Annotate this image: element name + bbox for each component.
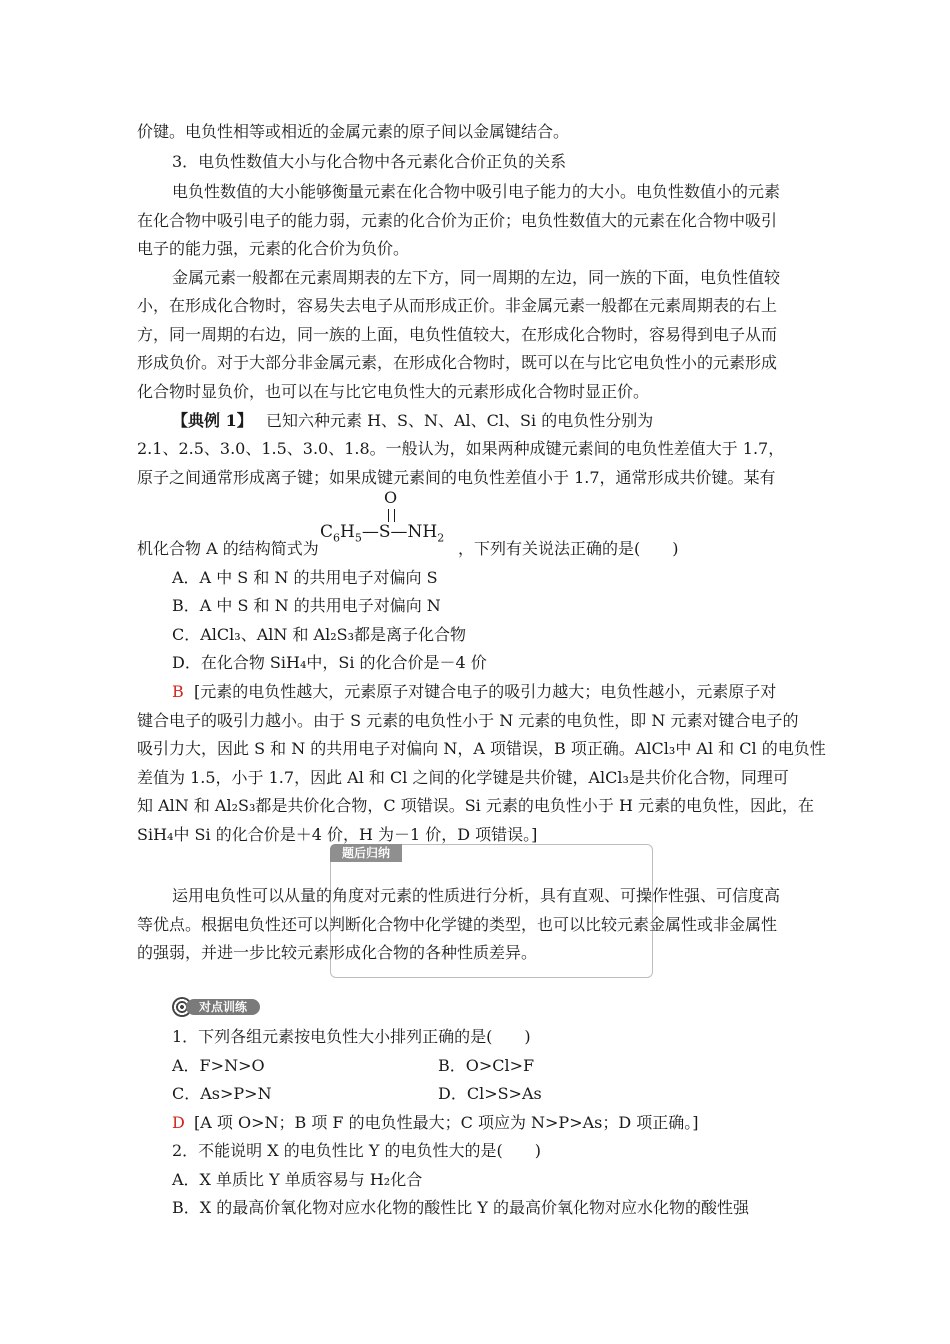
paragraph-line: 价键。电负性相等或相近的金属元素的原子间以金属键结合。	[137, 122, 570, 141]
structural-formula	[320, 488, 470, 560]
section-heading: 3．电负性数值大小与化合物中各元素化合价正负的关系	[172, 152, 567, 171]
q1-option-b: B．O>Cl>F	[438, 1056, 535, 1075]
formula-main: $C_6H_5—S—NH_2$	[320, 522, 445, 545]
q2-option-a: A．X 单质比 Y 单质容易与 H₂化合	[172, 1170, 423, 1189]
explanation-line: 键合电子的吸引力越小。由于 S 元素的电负性小于 N 元素的电负性，即 N 元素对键合电子的	[137, 711, 799, 730]
example-label: 【典例 1】	[172, 411, 253, 430]
question-2: 2．不能说明 X 的电负性比 Y 的电负性大的是( )	[172, 1141, 541, 1160]
paragraph-line: 电子的能力强，元素的化合价为负价。	[137, 239, 410, 258]
example-line: 已知六种元素 H、S、N、Al、Cl、Si 的电负性分别为	[266, 411, 654, 430]
explanation-line: 知 AlN 和 Al₂S₃都是共价化合物，C 项错误。Si 元素的电负性小于 H 元素的电负性，因此，在	[137, 796, 815, 815]
summary-line: 运用电负性可以从量的角度对元素的性质进行分析，具有直观、可操作性强、可信度高	[172, 886, 781, 905]
paragraph-line: 金属元素一般都在元素周期表的左下方，同一周期的左边，同一族的下面，电负性值较	[172, 268, 781, 287]
q1-option-c: C．As>P>N	[172, 1084, 272, 1103]
paragraph-line: 在化合物中吸引电子的能力弱，元素的化合价为正价；电负性数值大的元素在化合物中吸引	[137, 211, 778, 230]
paragraph-line: 小，在形成化合物时，容易失去电子从而形成正价。非金属元素一般都在元素周期表的右上	[137, 296, 778, 315]
q1-explanation: [A 项 O>N；B 项 F 的电负性最大；C 项应为 N>P>As；D 项正确。]	[194, 1113, 699, 1132]
example-line: 2.1、2.5、3.0、1.5、3.0、1.8。一般认为，如果两种成键元素间的电负性差值大于 1.7，	[137, 439, 785, 458]
paragraph-line: 电负性数值的大小能够衡量元素在化合物中吸引电子能力的大小。电负性数值小的元素	[172, 182, 781, 201]
paragraph-line: 形成负价。对于大部分非金属元素，在形成化合物时，既可以在与比它电负性小的元素形成	[137, 353, 778, 372]
option-d: D．在化合物 SiH₄中，Si 的化合价是－4 价	[172, 653, 487, 672]
example-line: ，下列有关说法正确的是( )	[458, 539, 679, 558]
q1-answer-letter: D	[172, 1113, 185, 1132]
explanation-line: 吸引力大，因此 S 和 N 的共用电子对偏向 N，A 项错误，B 项正确。AlCl₃中 Al 和 Cl 的电负性	[137, 739, 826, 758]
summary-tab: 题后归纳	[330, 844, 402, 862]
explanation-line: 差值为 1.5，小于 1.7，因此 Al 和 Cl 之间的化学键是共价键，AlCl₃是共价化合物，同理可	[137, 768, 789, 787]
question-1: 1．下列各组元素按电负性大小排列正确的是( )	[172, 1027, 531, 1046]
option-a: A．A 中 S 和 N 的共用电子对偏向 S	[172, 568, 438, 587]
q1-option-d: D．Cl>S>As	[438, 1084, 542, 1103]
formula-oxygen: O	[384, 488, 398, 507]
example-line: 原子之间通常形成离子键；如果成键元素间的电负性差值小于 1.7，通常形成共价键。某有	[137, 468, 776, 487]
q2-option-b: B．X 的最高价氧化物对应水化物的酸性比 Y 的最高价氧化物对应水化物的酸性强	[172, 1198, 749, 1217]
summary-line: 等优点。根据电负性还可以判断化合物中化学键的类型，也可以比较元素金属性或非金属性	[137, 915, 778, 934]
explanation-line: SiH₄中 Si 的化合价是＋4 价，H 为－1 价，D 项错误。]	[137, 825, 538, 844]
paragraph-line: 方，同一周期的右边，同一族的上面，电负性值较大，在形成化合物时，容易得到电子从而	[137, 325, 778, 344]
practice-badge-label: 对点训练	[186, 999, 260, 1015]
double-bond	[388, 509, 395, 522]
example-line: 机化合物 A 的结构简式为	[137, 539, 319, 558]
q1-option-a: A．F>N>O	[172, 1056, 265, 1075]
summary-line: 的强弱，并进一步比较元素形成化合物的各种性质差异。	[137, 943, 538, 962]
option-b: B．A 中 S 和 N 的共用电子对偏向 N	[172, 596, 441, 615]
paragraph-line: 化合物时显负价，也可以在与比它电负性大的元素形成化合物时显正价。	[137, 382, 650, 401]
practice-badge	[172, 997, 260, 1017]
answer-letter: B	[172, 682, 184, 701]
option-c: C．AlCl₃、AlN 和 Al₂S₃都是离子化合物	[172, 625, 466, 644]
explanation-line: [元素的电负性越大，元素原子对键合电子的吸引力越大；电负性越小，元素原子对	[194, 682, 777, 701]
